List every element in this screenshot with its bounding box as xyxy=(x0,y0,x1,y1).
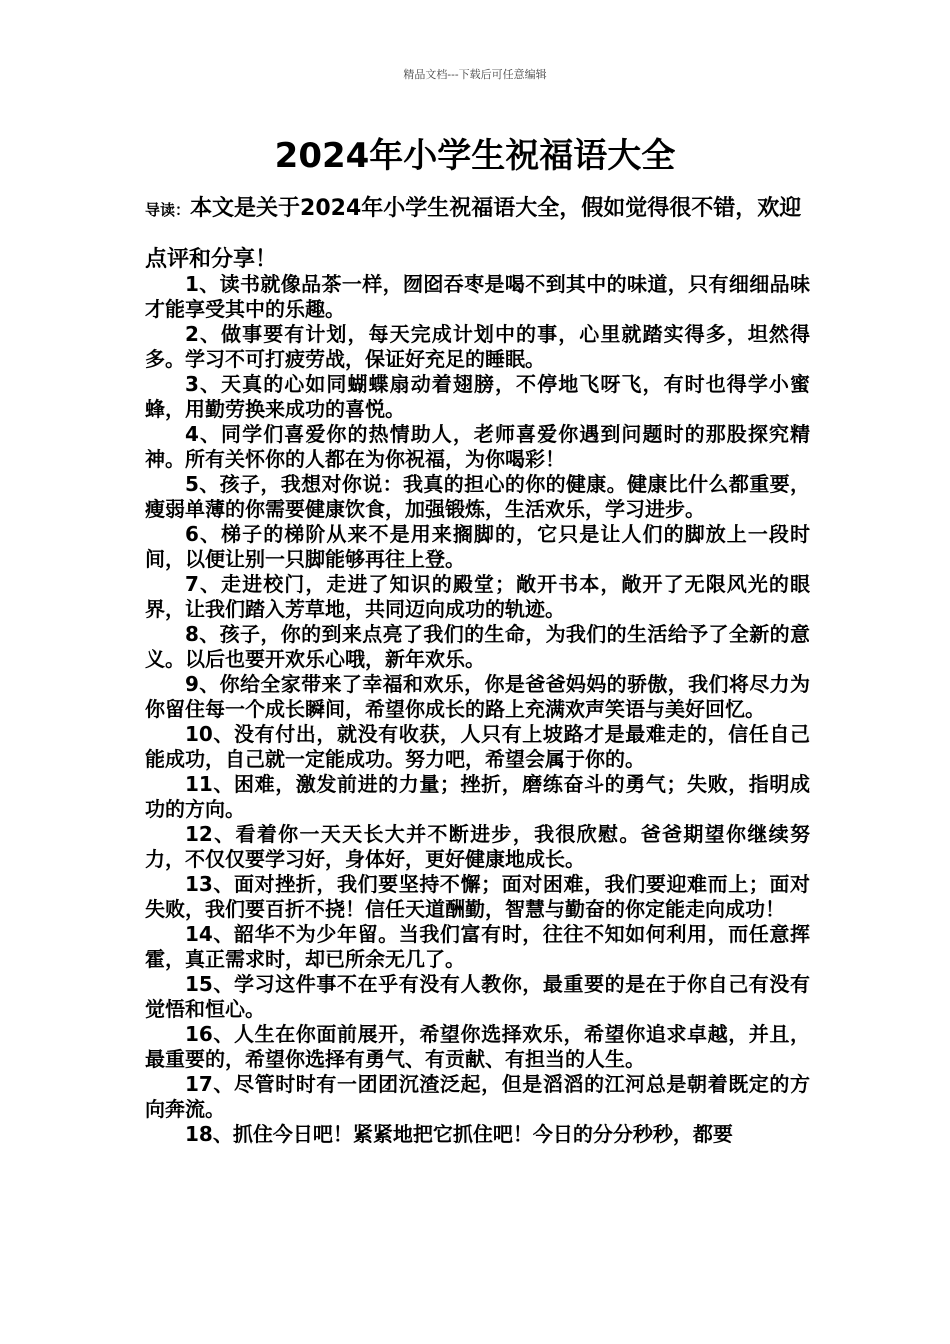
paragraph-4: 4、同学们喜爱你的热情助人，老师喜爱你遇到问题时的那股探究精神。所有关怀你的人都在为你祝福，为你喝彩！ xyxy=(145,422,810,471)
paragraph-3: 3、天真的心如同蝴蝶扇动着翅膀，不停地飞呀飞，有时也得学小蜜蜂，用勤劳换来成功的喜悦。 xyxy=(145,372,810,421)
paragraph-18: 18、抓住今日吧！紧紧地把它抓住吧！今日的分分秒秒，都要 xyxy=(185,1122,733,1146)
intro-paragraph xyxy=(145,184,810,285)
paragraph-15: 15、学习这件事不在乎有没有人教你，最重要的是在于你自己有没有觉悟和恒心。 xyxy=(145,972,810,1021)
paragraph-1: 1、读书就像品茶一样，囫囵吞枣是喝不到其中的味道，只有细细品味才能享受其中的乐趣。 xyxy=(145,272,810,321)
paragraph-6: 6、梯子的梯阶从来不是用来搁脚的，它只是让人们的脚放上一段时间，以便让别一只脚能够再往上登。 xyxy=(145,522,810,571)
paragraph-10: 10、没有付出，就没有收获，人只有上坡路才是最难走的，信任自己能成功，自己就一定能成功。努力吧，希望会属于你的。 xyxy=(145,722,810,771)
paragraph-12: 12、看着你一天天长大并不断进步，我很欣慰。爸爸期望你继续努力，不仅仅要学习好，身体好，更好健康地成长。 xyxy=(145,822,810,871)
intro-lead: 导读： xyxy=(145,201,191,219)
paragraph-14: 14、韶华不为少年留。当我们富有时，往往不知如何利用，而任意挥霍，真正需求时，却已所余无几了。 xyxy=(145,922,810,971)
document-body xyxy=(145,272,810,1147)
paragraph-5: 5、孩子，我想对你说：我真的担心的你的健康。健康比什么都重要，瘦弱单薄的你需要健康饮食，加强锻炼，生活欢乐，学习进步。 xyxy=(145,472,810,521)
intro-text: 本文是关于2024年小学生祝福语大全，假如觉得很不错，欢迎点评和分享！ xyxy=(145,196,802,272)
paragraph-11: 11、困难，激发前进的力量；挫折，磨练奋斗的勇气；失败，指明成功的方向。 xyxy=(145,772,810,821)
page-header: 精品文档---下载后可任意编辑 xyxy=(403,68,547,81)
paragraph-17: 17、尽管时时有一团团沉渣泛起，但是滔滔的江河总是朝着既定的方向奔流。 xyxy=(145,1072,810,1121)
paragraph-9: 9、你给全家带来了幸福和欢乐，你是爸爸妈妈的骄傲，我们将尽力为你留住每一个成长瞬间，希望你成长的路上充满欢声笑语与美好回忆。 xyxy=(145,672,810,721)
paragraph-13: 13、面对挫折，我们要坚持不懈；面对困难，我们要迎难而上；面对失败，我们要百折不挠！信任天道酬勤，智慧与勤奋的你定能走向成功！ xyxy=(145,872,810,921)
paragraph-7: 7、走进校门，走进了知识的殿堂；敞开书本，敞开了无限风光的眼界，让我们踏入芳草地，共同迈向成功的轨迹。 xyxy=(145,572,810,621)
document-title: 2024年小学生祝福语大全 xyxy=(274,136,676,176)
paragraph-2: 2、做事要有计划，每天完成计划中的事，心里就踏实得多，坦然得多。学习不可打疲劳战，保证好充足的睡眠。 xyxy=(145,322,810,371)
paragraph-8: 8、孩子，你的到来点亮了我们的生命，为我们的生活给予了全新的意义。以后也要开欢乐心哦，新年欢乐。 xyxy=(145,622,810,671)
paragraph-16: 16、人生在你面前展开，希望你选择欢乐，希望你追求卓越，并且，最重要的，希望你选择有勇气、有贡献、有担当的人生。 xyxy=(145,1022,810,1071)
